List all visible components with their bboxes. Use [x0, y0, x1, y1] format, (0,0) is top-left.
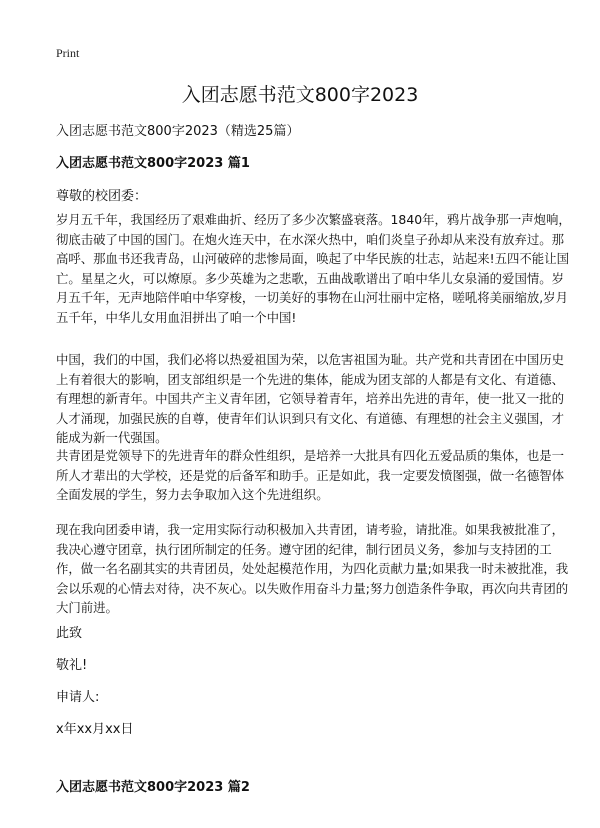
document-title: 入团志愿书范文800字2023	[181, 84, 419, 106]
closing-salutation: 此致	[56, 626, 83, 641]
paragraph-2: 中国，我们的中国，我们必将以热爱祖国为荣，以危害祖国为耻。共产党和共青团在中国历史上有着很大的影响，团支部组织是一个先进的集体，能成为团支部的人都是有文化、有道德、有理想的新青年。中国共产主义青年团，它领导着青年，培养出先进的青年，使一批又一批的人才涌现，加强民族的自尊，使青年们认识到只有文化、有道德、有理想的社会主义强国，才能成为新一代强国。	[56, 352, 565, 445]
section-heading-1: 入团志愿书范文800字2023 篇1	[56, 156, 250, 171]
closing-regards: 敬礼!	[56, 658, 88, 673]
applicant-label: 申请人:	[56, 690, 100, 705]
date-line: x年xx月xx日	[56, 722, 134, 737]
document-subtitle: 入团志愿书范文800字2023（精选25篇）	[56, 124, 300, 139]
paragraph-1: 岁月五千年，我国经历了艰难曲折、经历了多少次繁盛衰落。1840年，鸦片战争那一声炮响，彻底击破了中国的国门。在炮火连天中，在水深火热中，咱们炎皇子孙却从来没有放弃过。那高呼、那血书还我青岛，山河破碎的悲惨局面，唤起了中华民族的壮志，站起来!五四不能让国亡。星星之火，可以燎原。多少英雄为之悲歌，五曲战歌谱出了咱中华儿女泉涌的爱国情。岁月五千年，无声地陪伴咱中华穿梭，一切美好的事物在山河壮丽中定格，嗟吼将美丽缩放,岁月五千年，中华儿女用血泪拼出了咱一个中国!	[56, 212, 571, 325]
paragraph-3: 共青团是党领导下的先进青年的群众性组织，是培养一大批具有四化五爱品质的集体，也是一所人才辈出的大学校，还是党的后备军和助手。正是如此，我一定要发愤图强，做一名德智体全面发展的学生，努力去争取加入这个先进组织。	[56, 448, 565, 502]
paragraph-4: 现在我向团委申请，我一定用实际行动积极加入共青团，请考验，请批准。如果我被批准了，我决心遵守团章，执行团所制定的任务。遵守团的纪律，制行团员义务，参加与支持团的工作，做一名名副其实的共青团员，处处起模范作用，为四化贡献力量;如果我一时未被批准，我会以乐观的心情去对待，决不灰心。以失败作用奋斗力量;努力创造条件争取，再次向共青团的大门前进。	[56, 522, 569, 615]
section-heading-2: 入团志愿书范文800字2023 篇2	[56, 780, 250, 795]
print-label[interactable]: Print	[56, 46, 80, 60]
salutation: 尊敬的校团委：	[56, 189, 148, 204]
